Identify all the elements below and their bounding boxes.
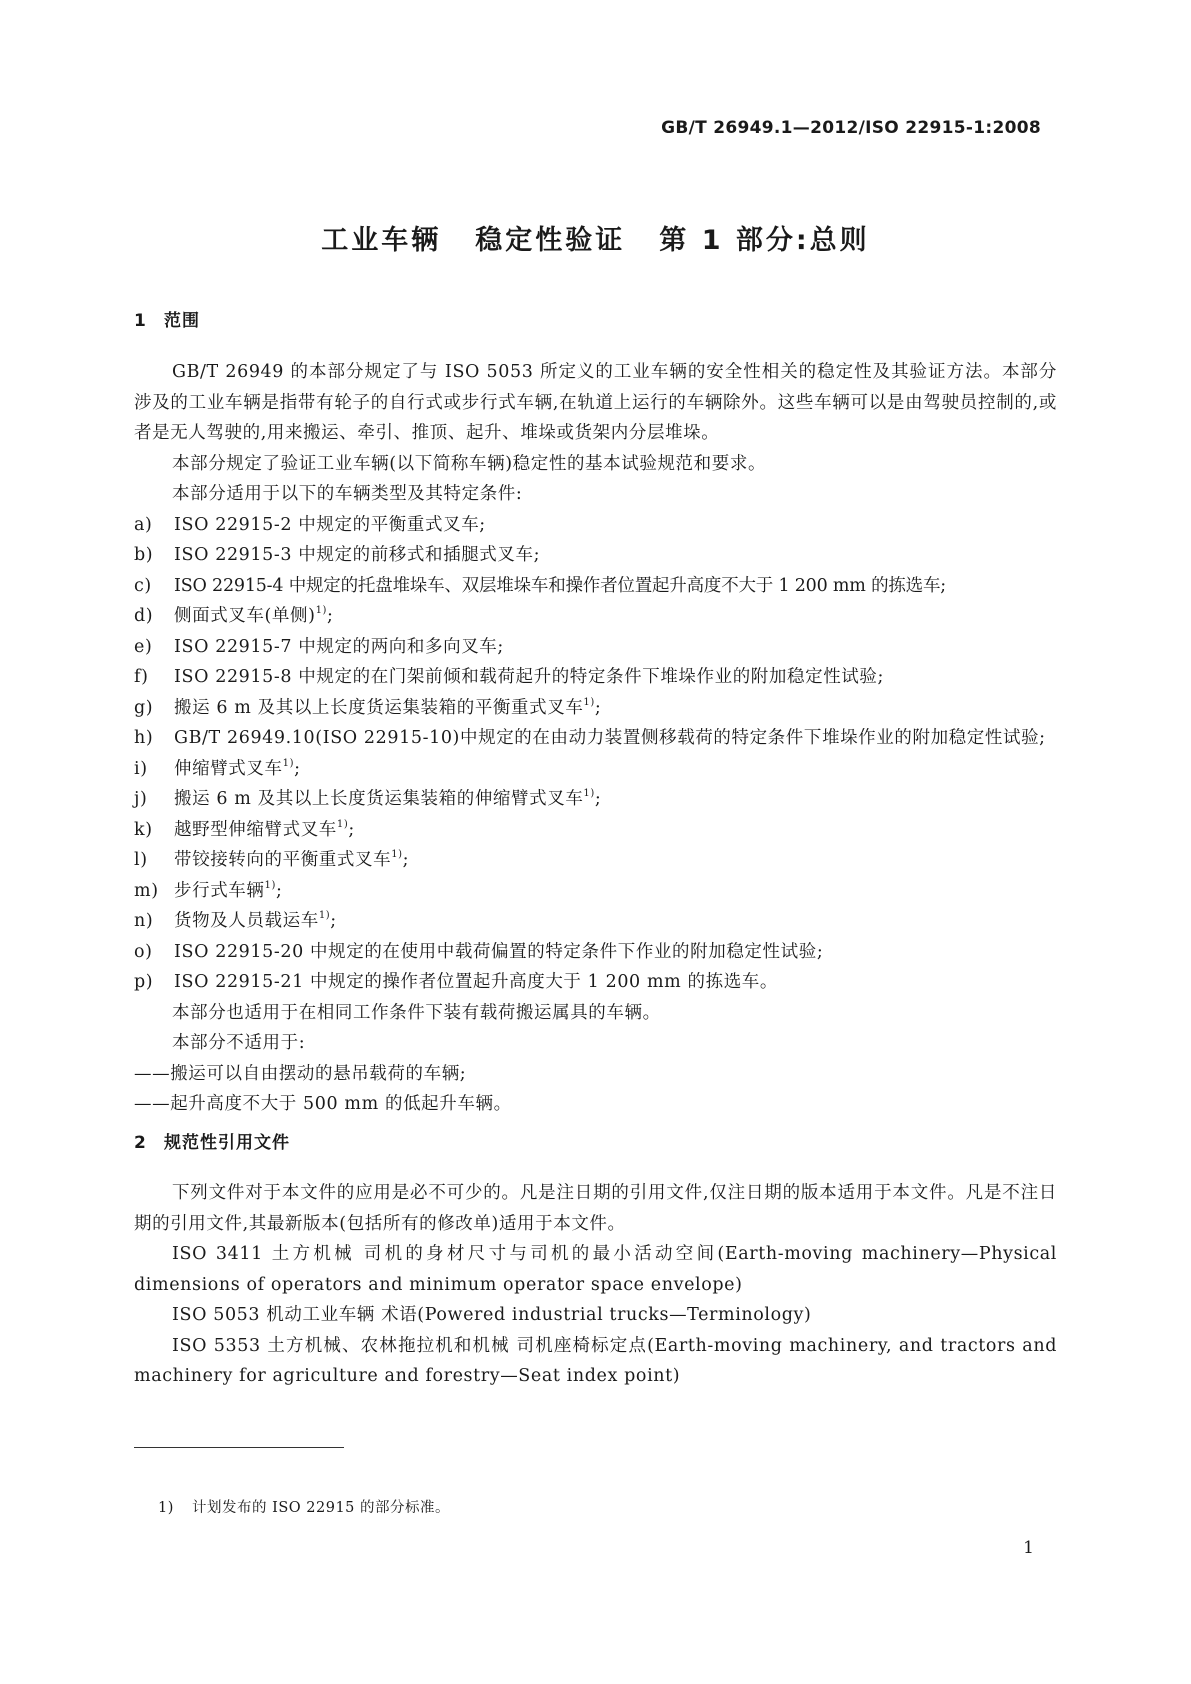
list-item-label: l) (134, 850, 148, 870)
section-2-title: 规范性引用文件 (164, 1133, 290, 1153)
list-item-label: n) (134, 911, 154, 931)
list-item-text: ISO 22915-20 中规定的在使用中载荷偏置的特定条件下作业的附加稳定性试验; (174, 941, 824, 962)
list-item-end: ; (330, 911, 337, 931)
list-item-label: p) (134, 972, 154, 992)
section-2-number: 2 (134, 1133, 147, 1153)
title-part-2: 稳定性验证 (475, 225, 626, 256)
list-item (134, 601, 1057, 632)
list-item-text: 侧面式叉车(单侧) (174, 606, 316, 626)
list-item (134, 876, 1057, 907)
list-item (134, 937, 1057, 968)
reference-item: ISO 5053 机动工业车辆 术语(Powered industrial trucks—Terminology) (172, 1305, 812, 1325)
section-2-body (134, 1178, 1057, 1392)
list-item (134, 510, 1057, 541)
list-item-text: ISO 22915-3 中规定的前移式和插腿式叉车; (174, 545, 541, 565)
reference-item: ISO 5353 土方机械、农林拖拉机和机械 司机座椅标定点(Earth-moving machinery, and tractors and machinery for agriculture and forestry—Seat index point) (134, 1335, 1057, 1386)
list-item (134, 662, 1057, 693)
list-item (134, 540, 1057, 571)
list-item-end: ; (594, 789, 602, 809)
scope-paragraph-3: 本部分适用于以下的车辆类型及其特定条件: (172, 484, 523, 504)
list-item-text: 货物及人员载运车 (174, 911, 319, 931)
list-item-text: 搬运 6 m 及其以上长度货运集装箱的平衡重式叉车 (174, 697, 584, 718)
list-item-label: d) (134, 606, 154, 626)
exclusion-item: ——起升高度不大于 500 mm 的低起升车辆。 (134, 1094, 512, 1114)
list-item-text: 带铰接转向的平衡重式叉车 (174, 850, 392, 870)
footnote-divider (134, 1447, 344, 1448)
footnote-label: 1) (158, 1500, 174, 1516)
list-item-text: ISO 22915-4 中规定的托盘堆垛车、双层堆垛车和操作者位置起升高度不大于 1 200 mm 的拣选车; (174, 575, 946, 596)
list-item-label: e) (134, 636, 153, 657)
scope-paragraph-2: 本部分规定了验证工业车辆(以下简称车辆)稳定性的基本试验规范和要求。 (172, 453, 767, 474)
footnote-ref: 1) (315, 605, 328, 616)
list-item-text: 搬运 6 m 及其以上长度货运集装箱的伸缩臂式叉车 (174, 789, 584, 809)
title-part-1: 工业车辆 (321, 225, 442, 256)
list-item-text: 越野型伸缩臂式叉车 (174, 819, 337, 840)
list-item (134, 723, 1057, 754)
list-item-text: 步行式车辆 (174, 880, 265, 901)
list-item-label: g) (134, 697, 154, 718)
footnote-text: 计划发布的 ISO 22915 的部分标准。 (192, 1500, 451, 1516)
references-intro: 下列文件对于本文件的应用是必不可少的。凡是注日期的引用文件,仅注日期的版本适用于本文件。凡是不注日期的引用文件,其最新版本(包括所有的修改单)适用于本文件。 (134, 1183, 1057, 1234)
list-item (134, 784, 1057, 815)
section-1-number: 1 (134, 311, 147, 331)
list-item (134, 754, 1057, 785)
list-item-label: m) (134, 880, 159, 901)
footnote (158, 1496, 450, 1517)
standard-code: GB/T 26949.1—2012/ISO 22915-1:2008 (661, 118, 1041, 138)
section-1-title: 范围 (164, 311, 200, 331)
footnote-ref: 1) (336, 818, 349, 830)
list-item-text: ISO 22915-2 中规定的平衡重式叉车; (174, 514, 486, 535)
section-1-heading (134, 306, 200, 331)
list-item-label: f) (134, 667, 149, 687)
list-item (134, 967, 1057, 998)
scope-paragraph-4: 本部分也适用于在相同工作条件下装有载荷搬运属具的车辆。 (172, 1002, 661, 1023)
section-1-body (134, 357, 1057, 1120)
section-2-heading (134, 1128, 290, 1153)
list-item-end: ; (402, 850, 410, 870)
title-part-3: 第 1 部分:总则 (659, 225, 870, 256)
list-item (134, 845, 1057, 876)
list-item-end: ; (275, 880, 283, 901)
list-item (134, 571, 1057, 602)
footnote-ref: 1) (583, 696, 595, 708)
list-item-label: b) (134, 545, 154, 565)
list-item (134, 906, 1057, 937)
footnote-ref: 1) (391, 849, 403, 860)
list-item-end: ; (294, 758, 301, 779)
exclusion-item: ——搬运可以自由摆动的悬吊载荷的车辆; (134, 1063, 467, 1084)
list-item-end: ; (327, 606, 334, 626)
reference-item: ISO 3411 土方机械 司机的身材尺寸与司机的最小活动空间(Earth-moving machinery—Physical dimensions of operators and minimum operator space envelope) (134, 1244, 1057, 1295)
list-item-text: ISO 22915-21 中规定的操作者位置起升高度大于 1 200 mm 的拣选车。 (174, 972, 778, 992)
footnote-ref: 1) (583, 788, 595, 799)
list-item (134, 815, 1057, 846)
footnote-ref: 1) (282, 757, 295, 769)
list-item-text: GB/T 26949.10(ISO 22915-10)中规定的在由动力装置侧移载荷的特定条件下堆垛作业的附加稳定性试验; (174, 728, 1046, 748)
list-item-text: ISO 22915-7 中规定的两向和多向叉车; (174, 636, 504, 657)
list-item-label: a) (134, 514, 153, 535)
list-item-label: i) (134, 758, 148, 779)
footnote-ref: 1) (318, 910, 331, 921)
list-item-text: ISO 22915-8 中规定的在门架前倾和载荷起升的特定条件下堆垛作业的附加稳定性试验; (174, 667, 884, 687)
list-item-label: j) (134, 789, 148, 809)
list-item (134, 693, 1057, 724)
list-item-label: o) (134, 941, 153, 962)
list-item (134, 632, 1057, 663)
scope-paragraph-5: 本部分不适用于: (172, 1033, 306, 1053)
page-number: 1 (1023, 1538, 1034, 1558)
list-item-label: k) (134, 819, 153, 840)
list-item-label: h) (134, 728, 154, 748)
footnote-ref: 1) (264, 879, 276, 891)
list-item-end: ; (348, 819, 355, 840)
document-title (0, 218, 1191, 257)
list-item-label: c) (134, 575, 152, 596)
scope-paragraph-1: GB/T 26949 的本部分规定了与 ISO 5053 所定义的工业车辆的安全性相关的稳定性及其验证方法。本部分涉及的工业车辆是指带有轮子的自行式或步行式车辆,在轨道上运行的车辆除外。这些车辆可以是由驾驶员控制的,或者是无人驾驶的,用来搬运、牵引、推顶、起升、堆垛或货架内分层堆垛。 (134, 362, 1057, 443)
list-item-end: ; (594, 697, 602, 718)
list-item-text: 伸缩臂式叉车 (174, 758, 283, 779)
